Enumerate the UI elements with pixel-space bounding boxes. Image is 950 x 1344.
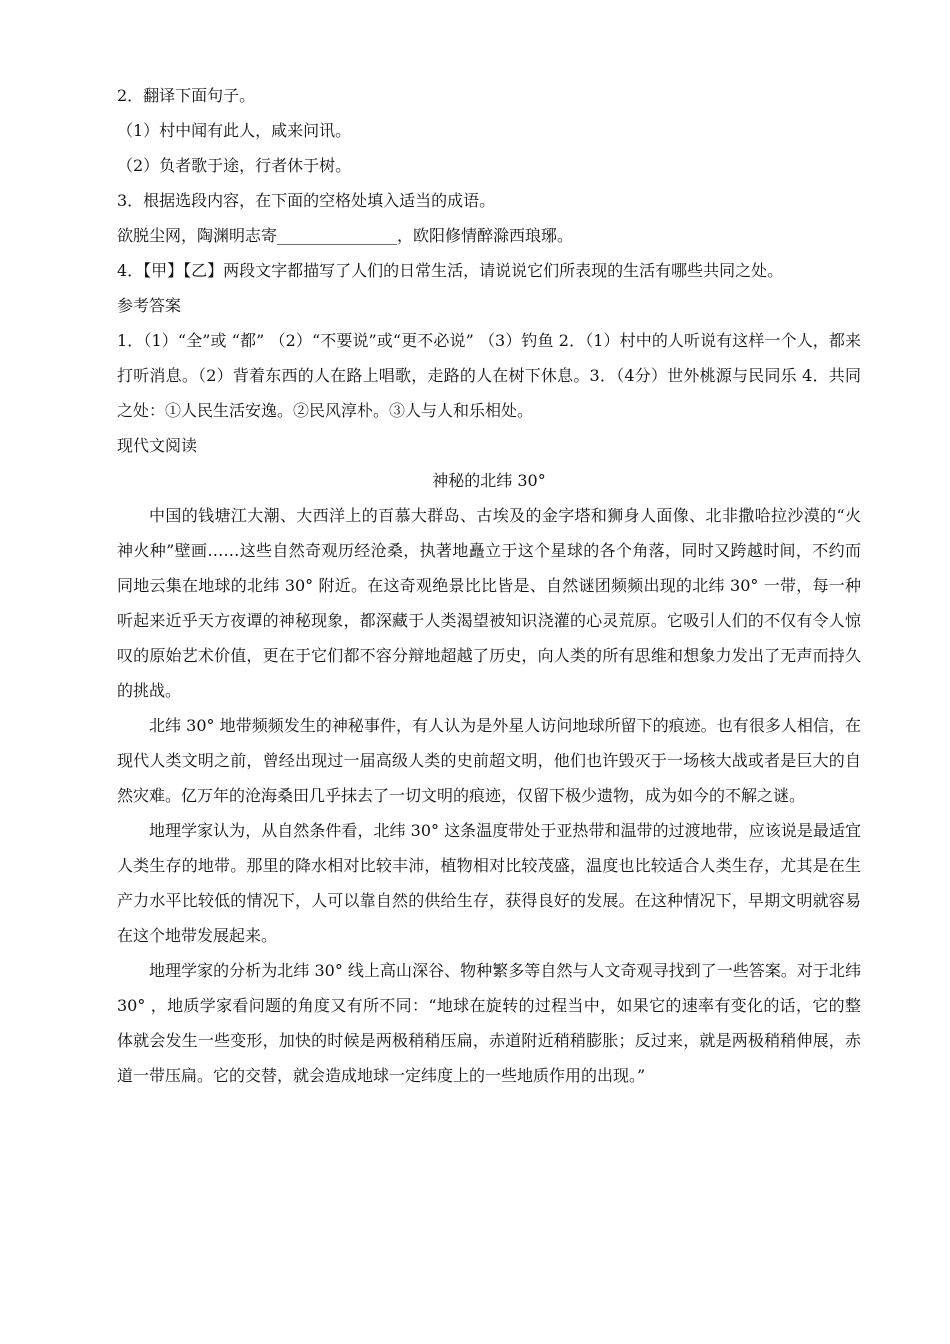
question-3-title: 3．根据选段内容，在下面的空格处填入适当的成语。: [117, 191, 496, 210]
article-paragraph: 中国的钱塘江大潮、大西洋上的百慕大群岛、古埃及的金字塔和狮身人面像、北非撒哈拉沙漠的“火神火种”壁画……这些自然奇观历经沧桑，执著地矗立于这个星球的各个角落，同时又跨越时间，不约而同地云集在地球的北纬 30° 附近。在这奇观绝景比比皆是、自然谜团频频出现的北纬 30° 一带，每一种听起来近乎天方夜谭的神秘现象，都深藏于人类渴望被知识浇灌的心灵荒原。它吸引人们的不仅有令人惊叹的原始艺术价值，更在于它们都不容分辩地超越了历史，向人类的所有思维和想象力发出了无声而持久的挑战。: [117, 506, 861, 700]
question-3-fill-blank: 欲脱尘网，陶渊明志寄_______________，欧阳修情醉滁西琅琊。: [117, 226, 574, 245]
article-paragraph: 地理学家的分析为北纬 30° 线上高山深谷、物种繁多等自然与人文奇观寻找到了一些答案。对于北纬 30° ，地质学家看问题的角度又有所不同：“地球在旋转的过程当中，如果它的速率有变化的话，它的整体就会发生一些变形，加快的时候是两极稍稍压扁，赤道附近稍稍膨胀；反过来，就是两极稍稍伸展，赤道一带压扁。它的交替，就会造成地球一定纬度上的一些地质作用的出现。”: [117, 961, 861, 1085]
question-2-item-2: （2）负者歌于途，行者休于树。: [117, 156, 352, 175]
question-4-title: 4．【甲】【乙】两段文字都描写了人们的日常生活，请说说它们所表现的生活有哪些共同之处。: [117, 261, 784, 280]
article-title: 神秘的北纬 30°: [432, 471, 546, 490]
answer-heading: 参考答案: [117, 296, 182, 315]
answer-text: 1．（1）“全”或 “都” （2）“不要说”或“更不必说” （3）钓鱼 2．（1）村中的人听说有这样一个人，都来打听消息。（2）背着东西的人在路上唱歌，走路的人在树下休息。3．（4分）世外桃源与民同乐 4．共同之处：①人民生活安逸。②民风淳朴。③人与人和乐相处。: [117, 331, 861, 420]
question-2-title: 2．翻译下面句子。: [117, 86, 256, 105]
page-content: [117, 78, 861, 1093]
modern-reading-heading: 现代文阅读: [117, 436, 198, 455]
article-paragraph: 地理学家认为，从自然条件看，北纬 30° 这条温度带处于亚热带和温带的过渡地带，应该说是最适宜人类生存的地带。那里的降水相对比较丰沛，植物相对比较茂盛，温度也比较适合人类生存，尤其是在生产力水平比较低的情况下，人可以靠自然的供给生存，获得良好的发展。在这种情况下，早期文明就容易在这个地带发展起来。: [117, 821, 861, 945]
article-paragraph: 北纬 30° 地带频频发生的神秘事件，有人认为是外星人访问地球所留下的痕迹。也有很多人相信，在现代人类文明之前，曾经出现过一届高级人类的史前超文明，他们也许毁灭于一场核大战或者是巨大的自然灾难。亿万年的沧海桑田几乎抹去了一切文明的痕迹，仅留下极少遗物，成为如今的不解之谜。: [117, 716, 861, 805]
question-2-item-1: （1）村中闻有此人，咸来问讯。: [117, 121, 352, 140]
